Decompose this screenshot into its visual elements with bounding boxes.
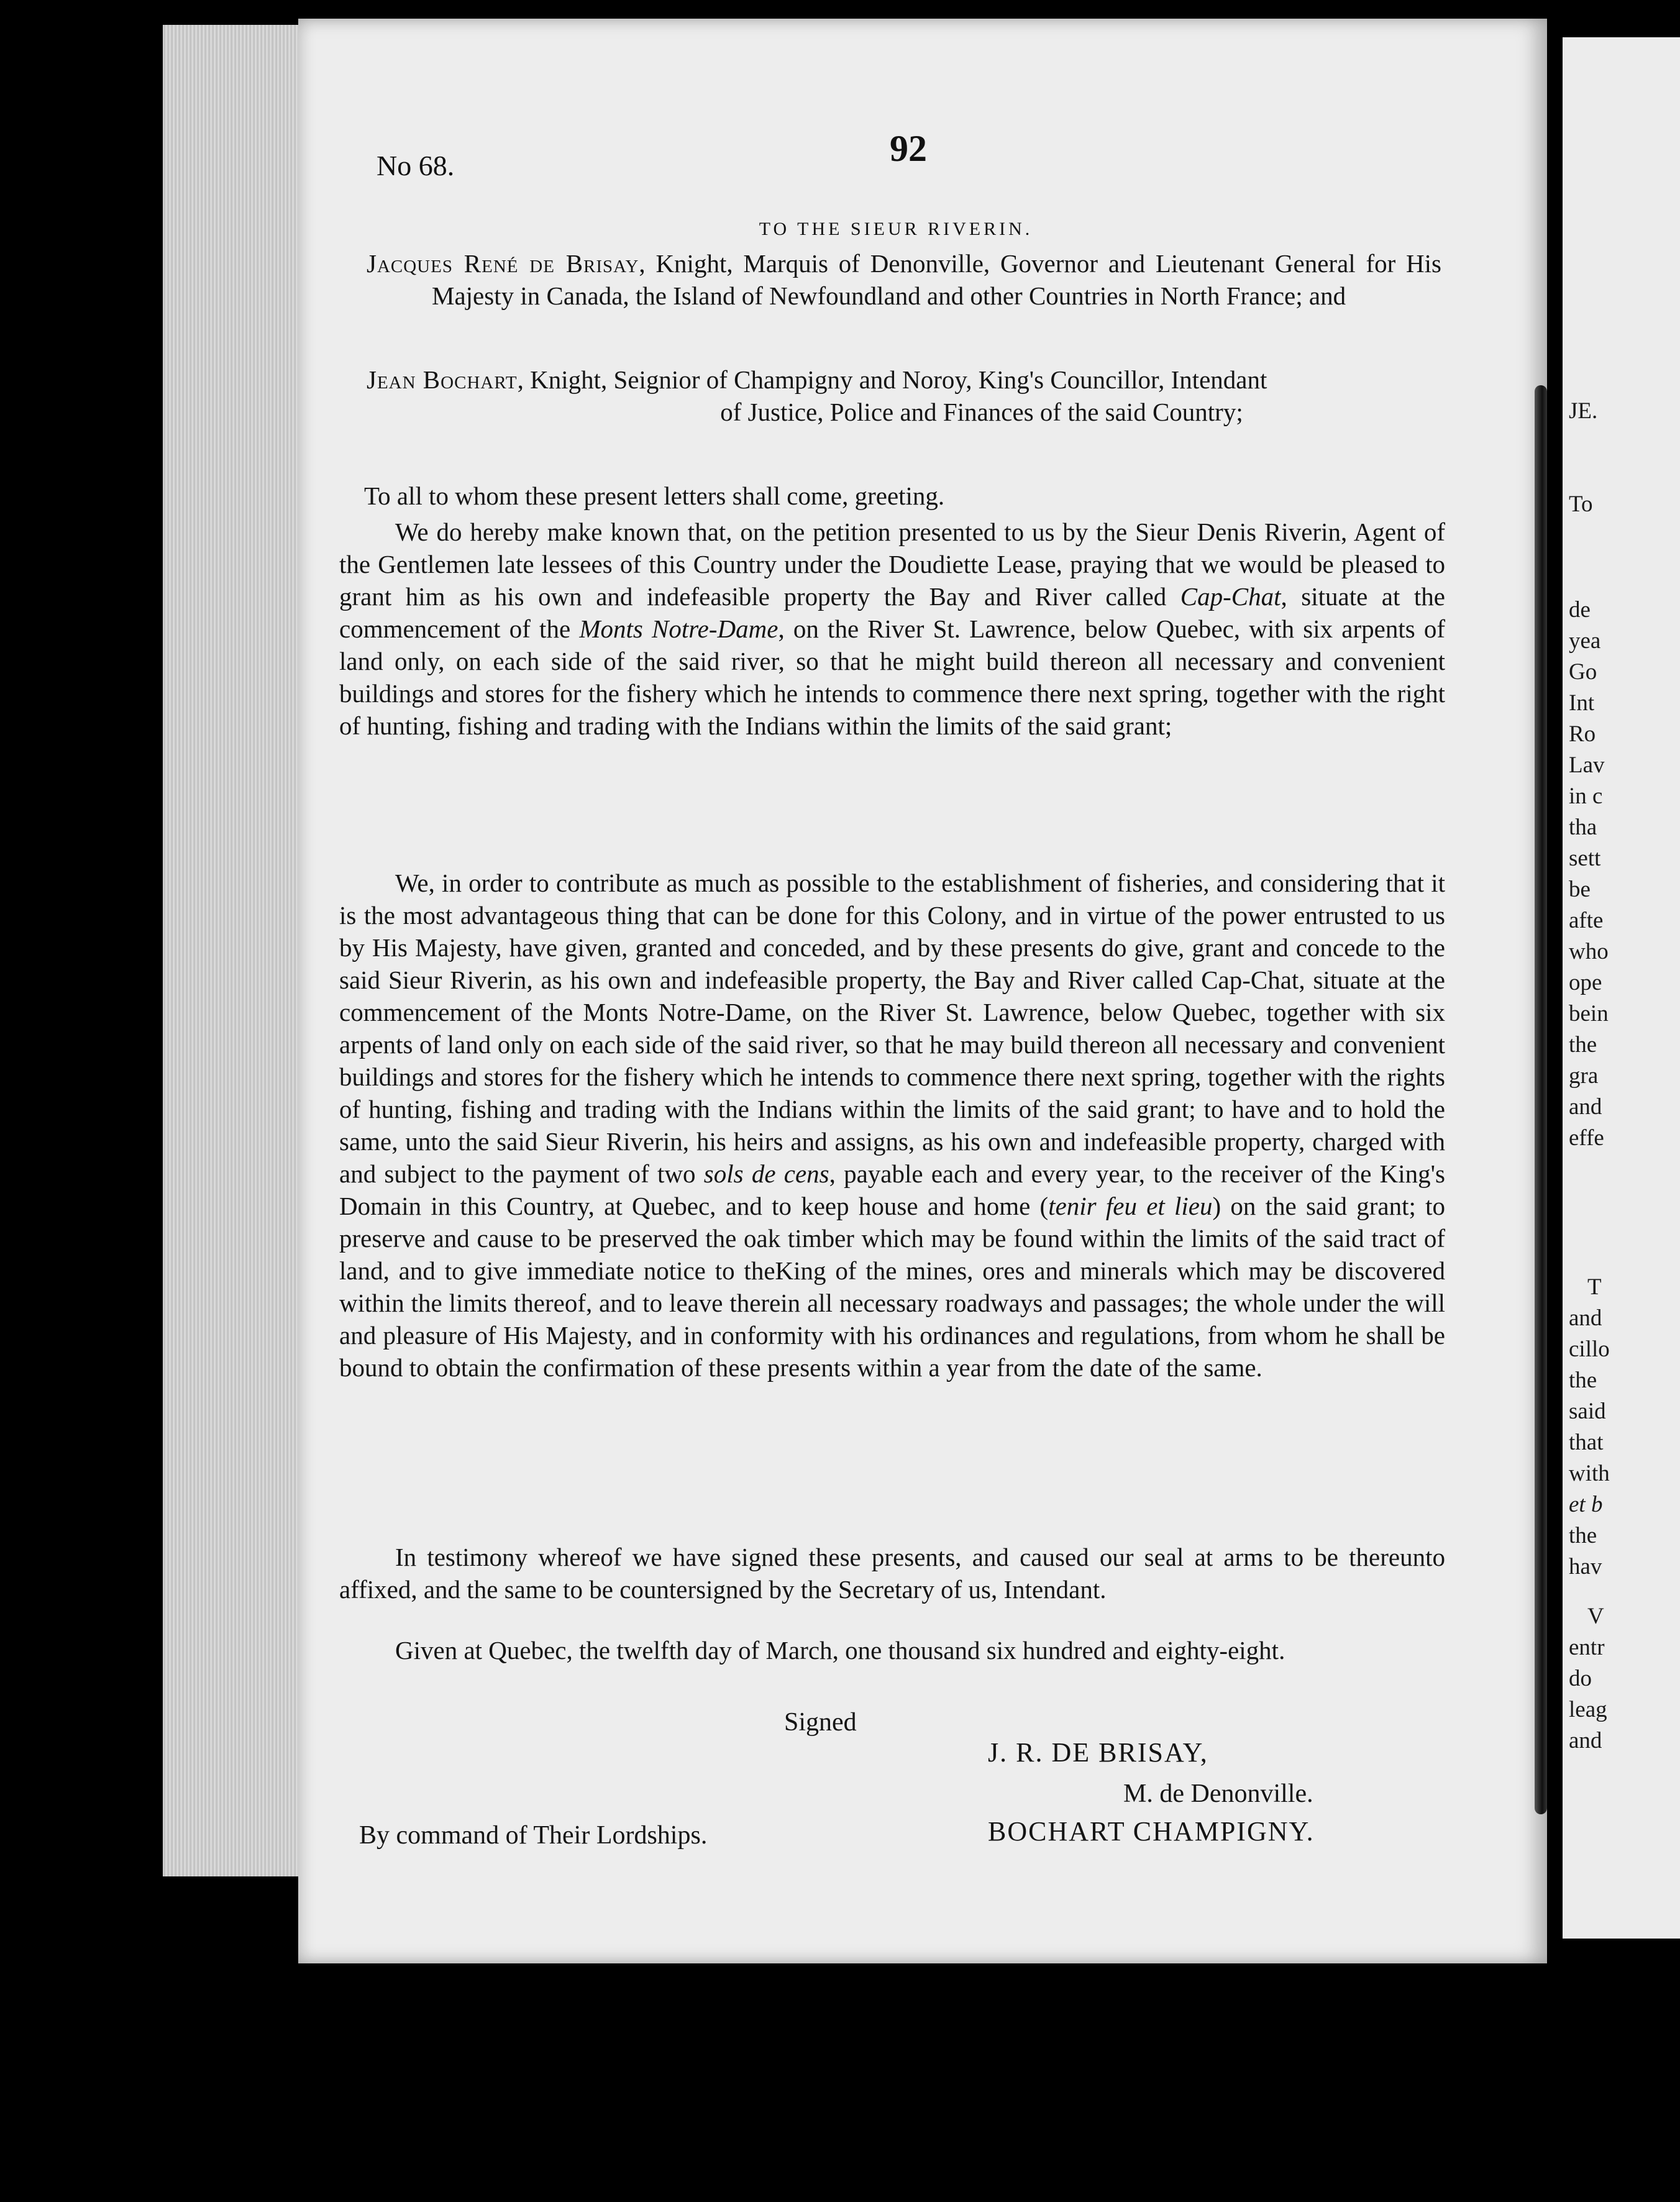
facing-page-text: Lav [1569, 752, 1605, 778]
intendant-name: Jean Bochart [367, 365, 518, 394]
signed-label: Signed [784, 1708, 857, 1737]
facing-page-text: be [1569, 877, 1591, 902]
signatory-name: J. R. DE BRISAY, [988, 1737, 1208, 1768]
facing-page-text: cillo [1569, 1336, 1610, 1362]
facing-page-text: JE. [1569, 398, 1598, 424]
date-paragraph [339, 1634, 1445, 1666]
facing-page-text: leag [1569, 1697, 1607, 1722]
granter-governor [367, 247, 1441, 312]
facing-page-text: afte [1569, 908, 1604, 933]
date-text: Given at Quebec, the twelfth day of March, one thousand six hundred and eighty-eight. [395, 1636, 1285, 1665]
grant-text: We, in order to contribute as much as possible to the establishment of fisheries, and considering that it is the most advantageous thing that can be done for this Colony, and in virtue of the power entrusted to us by His Majesty, have given, granted and conceded, and by these presents do give, grant and concede to the said Sieur Riverin, as his own and indefeasible property, the Bay and River called Cap-Chat, situate at the commencement of the Monts Notre-Dame, on the River St. Lawrence, below Quebec, together with six arpents of land only on each side of the said river, so that he may build thereon all necessary and convenient buildings and stores for the fishery which he intends to commence there next spring, together with the rights of hunting, fishing and trading with the Indians within the limits of the said grant; to have and to hold the same, unto the said Sieur Riverin, his heirs and assigns, as his own and indefeasible property, charged with and subject to the payment of two [339, 869, 1445, 1188]
petition-text: We do hereby make known that, on the petition presented to us by the Sieur Denis Riverin, Agent of the Gentlemen late lessees of this Country under the Doudiette Lease, praying that we would be pleased to grant him as his own and indefeasible property the Bay and River called [339, 518, 1445, 611]
tenir-feu-term: tenir feu et lieu [1048, 1192, 1213, 1220]
governor-name: Jacques René de Brisay [367, 249, 639, 278]
testimony-text: In testimony whereof we have signed these presents, and caused our seal at arms to be thereunto affixed, and the same to be countersigned by the Secretary of us, Intendant. [339, 1543, 1445, 1604]
facing-page-text: Ro [1569, 721, 1596, 747]
facing-page-text: hav [1569, 1554, 1602, 1579]
greeting: To all to whom these present letters shall come, greeting. [364, 482, 945, 510]
facing-page-text: bein [1569, 1001, 1609, 1026]
facing-page-text: and [1569, 1094, 1602, 1120]
sols-de-cens-term: sols de cens [703, 1159, 829, 1188]
facing-page-text: sett [1569, 846, 1601, 871]
petition-paragraph [339, 516, 1445, 742]
book-page-edges [163, 25, 307, 1876]
facing-page-text: Int [1569, 690, 1595, 716]
granter-intendant [367, 363, 1441, 428]
grant-paragraph [339, 867, 1445, 1384]
book-gutter [1535, 385, 1547, 1814]
grant-text: , payable each and every year, to the receiver of the King's Domain in this Country, at Quebec, and to keep house and home ( [339, 1159, 1445, 1220]
petition-text: , on the River St. Lawrence, below Quebec, with six arpents of land only, on each side of the said river, so that he might build thereon all necessary and convenient buildings and stores for the fishery which he intends to commence there next spring, together with the right of hunting, fishing and trading with the Indians within the limits of the said grant; [339, 614, 1446, 740]
facing-page-text: and [1569, 1728, 1602, 1753]
facing-page-text: To [1569, 491, 1593, 517]
facing-page-text: gra [1569, 1063, 1599, 1089]
facing-page-text: the [1569, 1032, 1597, 1058]
facing-page-text: yea [1569, 628, 1601, 654]
facing-page-text: effe [1569, 1125, 1604, 1151]
facing-page-text: with [1569, 1461, 1610, 1486]
signatory-title: M. de Denonville. [1123, 1779, 1313, 1808]
petition-text: , situate at the commencement of the [339, 582, 1445, 643]
facing-page-text: said [1569, 1399, 1606, 1424]
facing-page-text: the [1569, 1368, 1597, 1393]
entry-number: No 68. [377, 150, 455, 181]
facing-page-text: that [1569, 1430, 1604, 1455]
facing-page-text: the [1569, 1523, 1597, 1548]
cap-chat-term: Cap-Chat [1180, 582, 1281, 611]
page-number: 92 [890, 128, 927, 169]
facing-page-text: V [1587, 1604, 1604, 1629]
countersignature: BOCHART CHAMPIGNY. [988, 1816, 1315, 1847]
intendant-titles-continued: of Justice, Police and Finances of the said Country; [720, 398, 1243, 426]
facing-page-text: in c [1569, 783, 1603, 809]
document-title: TO THE SIEUR RIVERIN. [759, 219, 1033, 239]
facing-page-text: who [1569, 939, 1609, 964]
grant-text: ) on the said grant; to preserve and cause to be preserved the oak timber which may be found within the limits of the said tract of land, and to give immediate notice to theKing of the mines, ores and minerals which may be discovered within the limits thereof, and to leave therein all necessary roadways and passages; the whole under the will and pleasure of His Majesty, and in conformity with his ordinances and regulations, from whom he shall be bound to obtain the confirmation of these presents within a year from the date of the same. [339, 1192, 1446, 1382]
governor-titles: , Knight, Marquis of Denonville, Governor and Lieutenant General for His Majesty in Canada, the Island of Newfoundland and other Countries in North France; and [432, 249, 1441, 310]
facing-page-text: et b [1569, 1492, 1603, 1517]
testimony-paragraph [339, 1541, 1445, 1606]
command-line: By command of Their Lordships. [359, 1821, 708, 1850]
facing-page-text: de [1569, 597, 1591, 623]
intendant-titles: , Knight, Seignior of Champigny and Noroy, King's Councillor, Intendant [517, 365, 1267, 394]
facing-page-text: tha [1569, 815, 1597, 840]
facing-page-text: Go [1569, 659, 1597, 685]
monts-notre-dame-term: Monts Notre-Dame [579, 614, 778, 643]
facing-page-text: T [1587, 1274, 1602, 1300]
facing-page-text: ope [1569, 970, 1602, 995]
facing-page-text: and [1569, 1305, 1602, 1331]
facing-page-text: entr [1569, 1635, 1605, 1660]
facing-page-text: do [1569, 1666, 1592, 1691]
facing-page-fragment [1563, 37, 1680, 1939]
